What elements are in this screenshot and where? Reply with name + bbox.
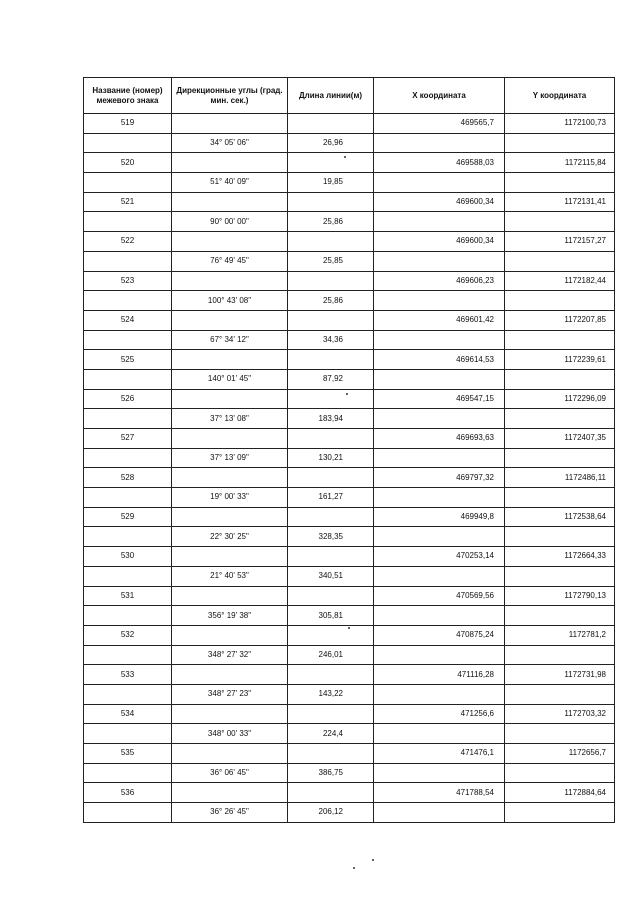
x-coordinate-cell: 471256,6 [374,704,505,724]
y-coordinate-cell [505,251,615,271]
length-cell [288,310,374,330]
y-coordinate-cell: 1172407,35 [505,429,615,449]
x-coordinate-cell [374,684,505,704]
x-coordinate-cell [374,212,505,232]
x-coordinate-cell: 469693,63 [374,429,505,449]
marker-row [84,232,615,252]
length-cell [288,507,374,527]
angle-cell [172,547,288,567]
segment-row [84,566,615,586]
marker-name-cell: 534 [84,704,172,724]
length-cell: 305,81 [288,606,374,626]
segment-row [84,291,615,311]
segment-row [84,330,615,350]
length-cell: 130,21 [288,448,374,468]
angle-cell: 51° 40' 09" [172,173,288,193]
x-coordinate-cell: 469614,53 [374,350,505,370]
table-body [84,114,615,823]
angle-cell: 22° 30' 25" [172,527,288,547]
x-coordinate-cell: 469606,23 [374,271,505,291]
y-coordinate-cell [505,212,615,232]
length-cell [288,547,374,567]
angle-cell: 19° 00' 33" [172,488,288,508]
segment-row [84,409,615,429]
angle-cell: 37° 13' 09" [172,448,288,468]
angle-cell: 348° 00' 33" [172,724,288,744]
segment-row [84,763,615,783]
angle-cell [172,665,288,685]
marker-name-cell: 522 [84,232,172,252]
y-coordinate-cell [505,291,615,311]
x-coordinate-cell [374,173,505,193]
y-coordinate-cell: 1172100,73 [505,114,615,134]
x-coordinate-cell: 470569,56 [374,586,505,606]
marker-name-cell [84,212,172,232]
length-cell: 34,36 [288,330,374,350]
marker-row [84,704,615,724]
length-cell [288,114,374,134]
header-x-coordinate: X координата [374,78,505,114]
y-coordinate-cell [505,409,615,429]
y-coordinate-cell: 1172182,44 [505,271,615,291]
angle-cell [172,744,288,764]
x-coordinate-cell [374,291,505,311]
length-cell: 87,92 [288,369,374,389]
length-cell [288,429,374,449]
segment-row [84,724,615,744]
angle-cell [172,389,288,409]
x-coordinate-cell [374,369,505,389]
y-coordinate-cell [505,724,615,744]
marker-name-cell [84,724,172,744]
segment-row [84,684,615,704]
x-coordinate-cell: 470875,24 [374,625,505,645]
marker-row [84,429,615,449]
marker-name-cell: 533 [84,665,172,685]
x-coordinate-cell [374,330,505,350]
y-coordinate-cell: 1172296,09 [505,389,615,409]
boundary-coordinates-table [83,77,615,823]
marker-name-cell: 521 [84,192,172,212]
angle-cell: 356° 19' 38" [172,606,288,626]
y-coordinate-cell [505,448,615,468]
marker-name-cell: 530 [84,547,172,567]
marker-name-cell [84,488,172,508]
marker-row [84,271,615,291]
x-coordinate-cell: 469600,34 [374,192,505,212]
header-direction-angle: Дирекционные углы (град. мин. сек.) [172,78,288,114]
x-coordinate-cell: 470253,14 [374,547,505,567]
length-cell [288,350,374,370]
segment-row [84,488,615,508]
scan-speck [348,627,350,629]
marker-row [84,783,615,803]
table-header-row [84,78,615,114]
angle-cell [172,783,288,803]
scan-speck [346,393,348,395]
y-coordinate-cell [505,488,615,508]
y-coordinate-cell [505,606,615,626]
y-coordinate-cell: 1172790,13 [505,586,615,606]
x-coordinate-cell [374,606,505,626]
marker-name-cell [84,527,172,547]
marker-row [84,507,615,527]
x-coordinate-cell [374,763,505,783]
marker-name-cell [84,173,172,193]
x-coordinate-cell: 469547,15 [374,389,505,409]
marker-name-cell: 520 [84,153,172,173]
marker-row [84,114,615,134]
length-cell: 206,12 [288,803,374,823]
y-coordinate-cell: 1172703,32 [505,704,615,724]
length-cell: 224,4 [288,724,374,744]
marker-name-cell: 532 [84,625,172,645]
angle-cell [172,232,288,252]
x-coordinate-cell: 469949,8 [374,507,505,527]
angle-cell [172,310,288,330]
x-coordinate-cell [374,448,505,468]
length-cell [288,232,374,252]
marker-name-cell [84,566,172,586]
y-coordinate-cell: 1172781,2 [505,625,615,645]
y-coordinate-cell: 1172731,98 [505,665,615,685]
angle-cell: 37° 13' 08" [172,409,288,429]
angle-cell: 348° 27' 23" [172,684,288,704]
angle-cell [172,153,288,173]
marker-name-cell [84,803,172,823]
marker-name-cell [84,133,172,153]
header-line-length: Длина линии(м) [288,78,374,114]
x-coordinate-cell [374,527,505,547]
x-coordinate-cell: 469601,42 [374,310,505,330]
y-coordinate-cell: 1172486,11 [505,468,615,488]
length-cell [288,783,374,803]
length-cell [288,192,374,212]
x-coordinate-cell [374,803,505,823]
marker-name-cell: 519 [84,114,172,134]
marker-name-cell: 536 [84,783,172,803]
marker-name-cell [84,645,172,665]
marker-name-cell: 523 [84,271,172,291]
y-coordinate-cell [505,133,615,153]
marker-row [84,350,615,370]
y-coordinate-cell: 1172115,84 [505,153,615,173]
segment-row [84,448,615,468]
marker-name-cell [84,763,172,783]
marker-name-cell [84,684,172,704]
marker-name-cell [84,369,172,389]
scan-speck [353,867,355,869]
angle-cell: 34° 05' 06" [172,133,288,153]
segment-row [84,251,615,271]
angle-cell: 36° 06' 45" [172,763,288,783]
angle-cell [172,468,288,488]
length-cell [288,704,374,724]
x-coordinate-cell [374,133,505,153]
segment-row [84,212,615,232]
x-coordinate-cell [374,724,505,744]
y-coordinate-cell [505,173,615,193]
length-cell: 19,85 [288,173,374,193]
angle-cell [172,114,288,134]
x-coordinate-cell [374,645,505,665]
header-y-coordinate: Y координата [505,78,615,114]
segment-row [84,803,615,823]
length-cell [288,389,374,409]
angle-cell [172,271,288,291]
marker-name-cell: 531 [84,586,172,606]
length-cell [288,468,374,488]
marker-name-cell: 524 [84,310,172,330]
y-coordinate-cell: 1172131,41 [505,192,615,212]
y-coordinate-cell [505,369,615,389]
length-cell: 246,01 [288,645,374,665]
length-cell: 328,35 [288,527,374,547]
segment-row [84,606,615,626]
y-coordinate-cell [505,684,615,704]
x-coordinate-cell: 469797,32 [374,468,505,488]
y-coordinate-cell: 1172656,7 [505,744,615,764]
marker-name-cell: 525 [84,350,172,370]
angle-cell [172,350,288,370]
marker-name-cell [84,330,172,350]
segment-row [84,645,615,665]
length-cell: 340,51 [288,566,374,586]
segment-row [84,369,615,389]
y-coordinate-cell [505,645,615,665]
x-coordinate-cell [374,251,505,271]
length-cell [288,586,374,606]
length-cell: 25,86 [288,291,374,311]
segment-row [84,173,615,193]
marker-name-cell [84,409,172,429]
marker-row [84,744,615,764]
y-coordinate-cell: 1172239,61 [505,350,615,370]
marker-row [84,192,615,212]
marker-row [84,547,615,567]
length-cell [288,744,374,764]
x-coordinate-cell: 471788,54 [374,783,505,803]
marker-name-cell [84,251,172,271]
y-coordinate-cell [505,330,615,350]
angle-cell: 348° 27' 32" [172,645,288,665]
length-cell [288,665,374,685]
marker-row [84,310,615,330]
length-cell: 161,27 [288,488,374,508]
y-coordinate-cell [505,566,615,586]
y-coordinate-cell: 1172538,64 [505,507,615,527]
marker-name-cell: 526 [84,389,172,409]
marker-name-cell [84,448,172,468]
x-coordinate-cell [374,566,505,586]
length-cell [288,153,374,173]
length-cell: 25,85 [288,251,374,271]
length-cell: 25,86 [288,212,374,232]
y-coordinate-cell [505,763,615,783]
y-coordinate-cell: 1172884,64 [505,783,615,803]
x-coordinate-cell: 471116,28 [374,665,505,685]
angle-cell: 21° 40' 53" [172,566,288,586]
length-cell [288,271,374,291]
marker-name-cell: 527 [84,429,172,449]
marker-name-cell: 529 [84,507,172,527]
y-coordinate-cell: 1172157,27 [505,232,615,252]
angle-cell: 76° 49' 45" [172,251,288,271]
angle-cell: 67° 34' 12" [172,330,288,350]
y-coordinate-cell [505,803,615,823]
marker-row [84,389,615,409]
segment-row [84,527,615,547]
angle-cell [172,429,288,449]
scan-speck [344,156,346,158]
header-marker-name: Название (номер) межевого знака [84,78,172,114]
length-cell [288,625,374,645]
y-coordinate-cell: 1172207,85 [505,310,615,330]
angle-cell [172,625,288,645]
segment-row [84,133,615,153]
marker-name-cell [84,606,172,626]
angle-cell [172,704,288,724]
x-coordinate-cell: 469600,34 [374,232,505,252]
x-coordinate-cell: 471476,1 [374,744,505,764]
length-cell: 26,96 [288,133,374,153]
angle-cell: 36° 26' 45" [172,803,288,823]
marker-row [84,665,615,685]
y-coordinate-cell: 1172664,33 [505,547,615,567]
angle-cell [172,507,288,527]
marker-name-cell [84,291,172,311]
marker-row [84,468,615,488]
marker-row [84,153,615,173]
x-coordinate-cell [374,488,505,508]
length-cell: 386,75 [288,763,374,783]
y-coordinate-cell [505,527,615,547]
marker-row [84,586,615,606]
angle-cell: 140° 01' 45" [172,369,288,389]
x-coordinate-cell [374,409,505,429]
angle-cell: 100° 43' 08" [172,291,288,311]
marker-name-cell: 528 [84,468,172,488]
x-coordinate-cell: 469565,7 [374,114,505,134]
angle-cell [172,586,288,606]
marker-name-cell: 535 [84,744,172,764]
length-cell: 143,22 [288,684,374,704]
angle-cell: 90° 00' 00" [172,212,288,232]
scan-speck [372,859,374,861]
x-coordinate-cell: 469588,03 [374,153,505,173]
length-cell: 183,94 [288,409,374,429]
angle-cell [172,192,288,212]
